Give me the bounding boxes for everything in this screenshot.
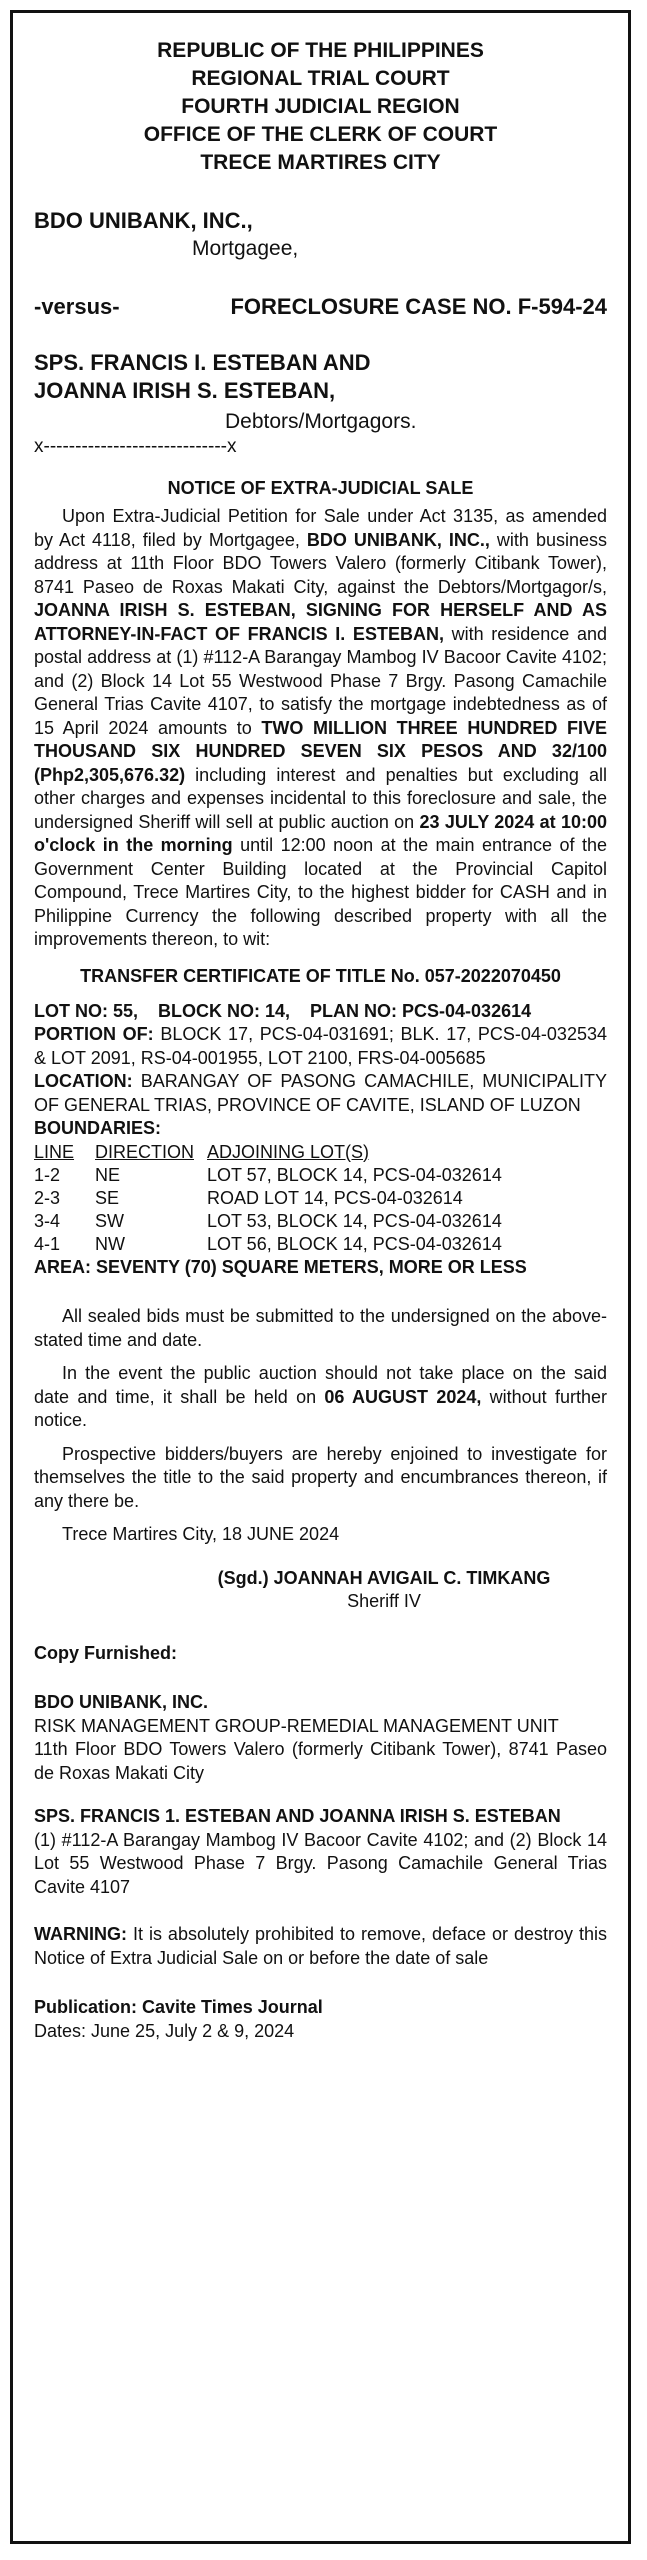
- p3-alternate-date: 06 AUGUST 2024,: [324, 1386, 482, 1407]
- property-description: [34, 1000, 607, 1280]
- row-line: 1-2: [34, 1164, 61, 1185]
- recipient-spouses-address: (1) #112-A Barangay Mambog IV Bacoor Cavite 4102; and (2) Block 14 Lot 55 Westwood Phase 7 Brgy. Pasong Camachile General Trias Cavite 4107: [34, 1829, 607, 1897]
- header-line-4: OFFICE OF THE CLERK OF COURT: [143, 123, 498, 146]
- row-direction: NW: [95, 1233, 125, 1254]
- case-line: [34, 293, 607, 321]
- recipient-bdo-address: 11th Floor BDO Towers Valero (formerly Citibank Tower), 8741 Paseo de Roxas Makati City: [34, 1739, 607, 1783]
- signature-block: [174, 1567, 594, 1614]
- document-body: [13, 13, 628, 2043]
- plaintiff-name: BDO UNIBANK, INC.,: [34, 208, 253, 233]
- publication-dates: Dates: June 25, July 2 & 9, 2024: [34, 2020, 295, 2041]
- header-line-2: REGIONAL TRIAL COURT: [191, 67, 450, 90]
- p1-mortgagee: BDO UNIBANK, INC.,: [306, 529, 490, 550]
- notice-title: NOTICE OF EXTRA-JUDICIAL SALE: [167, 478, 474, 498]
- bids-paragraph: All sealed bids must be submitted to the undersigned on the above-stated time and date.: [34, 1306, 607, 1350]
- postponement-paragraph: [34, 1362, 607, 1433]
- p1-text-e: with residence and postal address at (1) #112-A Barangay Mambog IV Bacoor Cavite 4102; and (2) Block 14 Lot 55 Westwood Phase 7 Brgy. Pasong Camachile General Trias Cavite 4107, to satisfy the mortgage indebtedness as of 15 April 2024 amounts to: [34, 623, 608, 738]
- header-line-3: FOURTH JUDICIAL REGION: [181, 95, 460, 118]
- defendant-role: Debtors/Mortgagors.: [225, 410, 417, 433]
- row-adjoining-lot: LOT 57, BLOCK 14, PCS-04-032614: [207, 1164, 502, 1185]
- plaintiff-role: Mortgagee,: [192, 237, 299, 260]
- recipient-spouses: [34, 1805, 607, 1899]
- sheriff-name: (Sgd.) JOANNAH AVIGAIL C. TIMKANG: [217, 1567, 551, 1588]
- publication-block: [34, 1996, 607, 2043]
- portion-of: [34, 1023, 607, 1070]
- defendant-line-2: JOANNA IRISH S. ESTEBAN,: [34, 378, 336, 403]
- p3-text-a: In the event the public auction should not take place on the said date and time, it shall be held on: [34, 1363, 607, 1407]
- publication-name: Publication: Cavite Times Journal: [34, 1997, 323, 2017]
- p1-debtor: JOANNA IRISH S. ESTEBAN, SIGNING FOR HERSELF AND AS ATTORNEY-IN-FACT OF FRANCIS I. ESTEBAN,: [34, 600, 607, 644]
- p1-text-i: until 12:00 noon at the main entrance of the Government Center Building located at the Provincial Capitol Compound, Trece Martires City, to the highest bidder for CASH and in Philippine Currency the following described property with all the improvements thereon, to wit:: [34, 835, 608, 949]
- location-label: LOCATION:: [34, 1071, 133, 1091]
- dateline: Trece Martires City, 18 JUNE 2024: [62, 1524, 340, 1544]
- warning-notice: [34, 1923, 607, 1970]
- bidders-paragraph: Prospective bidders/buyers are hereby enjoined to investigate for themselves the title to the said property and encumbrances thereon, if any there be.: [34, 1443, 607, 1511]
- warning-label: WARNING:: [34, 1924, 127, 1944]
- row-adjoining-lot: LOT 56, BLOCK 14, PCS-04-032614: [207, 1233, 502, 1254]
- row-direction: SE: [95, 1187, 120, 1208]
- row-line: 4-1: [34, 1233, 61, 1254]
- row-direction: NE: [95, 1164, 121, 1185]
- warning-text: It is absolutely prohibited to remove, deface or destroy this Notice of Extra Judicial Sale on or before the date of sale: [34, 1924, 607, 1968]
- boundaries-table: [34, 1141, 502, 1256]
- notice-paragraph-1: [34, 505, 607, 952]
- row-line: 3-4: [34, 1210, 61, 1231]
- sheriff-title: Sheriff IV: [347, 1591, 421, 1611]
- portion-label: PORTION OF:: [34, 1024, 154, 1044]
- table-row: [34, 1164, 502, 1187]
- boundaries-label: BOUNDARIES:: [34, 1118, 162, 1138]
- p1-amount: TWO MILLION THREE HUNDRED FIVE THOUSAND SIX HUNDRED SEVEN SIX PESOS AND 32/100 (Php2,305,676.32): [34, 717, 607, 785]
- case-number: FORECLOSURE CASE NO. F-594-24: [230, 294, 607, 319]
- case-caption: [34, 207, 607, 458]
- p3-text-c: without further notice.: [34, 1386, 607, 1430]
- caption-separator: x-----------------------------x: [34, 436, 237, 457]
- area: AREA: SEVENTY (70) SQUARE METERS, MORE OR LESS: [34, 1256, 527, 1277]
- p1-auction-date: 23 JULY 2024 at 10:00 o'clock in the morning: [34, 811, 607, 855]
- portion-value: BLOCK 17, PCS-04-031691; BLK. 17, PCS-04-032534 & LOT 2091, RS-04-001955, LOT 2100, FRS-04-005685: [34, 1024, 607, 1068]
- p1-text-c: with business address at 11th Floor BDO Towers Valero (formerly Citibank Tower), 8741 Paseo de Roxas Makati City, against the Debtors/Mortgagor/s,: [34, 529, 607, 597]
- defendant-line-1: SPS. FRANCIS I. ESTEBAN AND: [34, 350, 371, 375]
- recipient-bdo: [34, 1691, 607, 1785]
- col-line-header: LINE: [34, 1141, 75, 1162]
- header-line-5: TRECE MARTIRES CITY: [200, 151, 441, 174]
- tct-number: TRANSFER CERTIFICATE OF TITLE No. 057-2022070450: [80, 965, 561, 986]
- location-value: BARANGAY OF PASONG CAMACHILE, MUNICIPALITY OF GENERAL TRIAS, PROVINCE OF CAVITE, ISLAND OF LUZON: [34, 1071, 607, 1115]
- p1-text-a: Upon Extra-Judicial Petition for Sale under Act 3135, as amended by Act 4118, filed by Mortgagee,: [34, 506, 607, 550]
- col-direction-header: DIRECTION: [95, 1141, 194, 1162]
- p1-text-g: including interest and penalties but excluding all other charges and expenses incidental to this foreclosure and sale, the undersigned Sheriff will sell at public auction on: [34, 764, 607, 832]
- row-adjoining-lot: LOT 53, BLOCK 14, PCS-04-032614: [207, 1210, 502, 1231]
- col-adjoining-header: ADJOINING LOT(S): [207, 1141, 370, 1162]
- boundaries-header-row: [34, 1141, 502, 1164]
- table-row: [34, 1210, 502, 1233]
- table-row: [34, 1233, 502, 1256]
- table-row: [34, 1187, 502, 1210]
- recipient-spouses-name: SPS. FRANCIS 1. ESTEBAN AND JOANNA IRISH S. ESTEBAN: [34, 1806, 561, 1826]
- location: [34, 1070, 607, 1117]
- recipient-bdo-unit: RISK MANAGEMENT GROUP-REMEDIAL MANAGEMENT UNIT: [34, 1715, 559, 1736]
- versus-label: -versus-: [34, 294, 120, 319]
- recipient-bdo-name: BDO UNIBANK, INC.: [34, 1692, 208, 1712]
- copy-furnished-heading: Copy Furnished:: [34, 1642, 177, 1663]
- lot-block-plan: LOT NO: 55, BLOCK NO: 14, PLAN NO: PCS-04-032614: [34, 1000, 532, 1021]
- header-line-1: REPUBLIC OF THE PHILIPPINES: [157, 39, 484, 62]
- row-adjoining-lot: ROAD LOT 14, PCS-04-032614: [207, 1187, 463, 1208]
- row-line: 2-3: [34, 1187, 61, 1208]
- court-header: [34, 37, 607, 177]
- row-direction: SW: [95, 1210, 124, 1231]
- notice-document: [10, 10, 631, 2544]
